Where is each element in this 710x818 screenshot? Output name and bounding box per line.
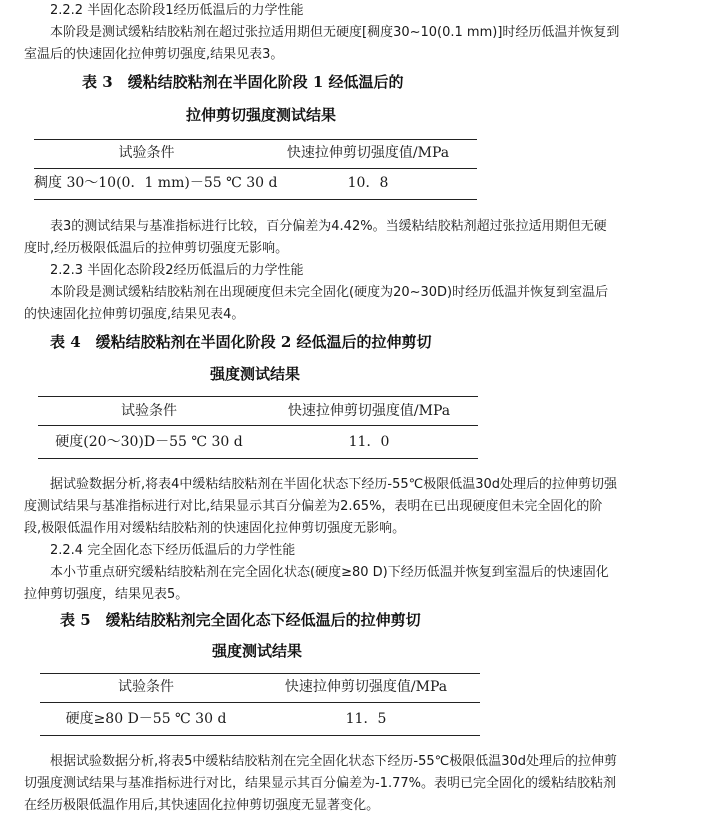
table-3-cell-condition: 稠度 30～10(0．1 mm)－55 ℃ 30 d (34, 175, 278, 191)
paragraph-line: 的快速固化拉伸剪切强度,结果见表4。 (24, 307, 245, 322)
table-5-header-rule (40, 702, 480, 703)
table-3-top-rule (34, 139, 477, 140)
table-5-caption-line-2: 强度测试结果 (212, 642, 303, 660)
table-3-bottom-rule (34, 199, 477, 200)
table-3-caption: 表 3 缓粘结胶粘剂在半固化阶段 1 经低温后的 (82, 73, 404, 91)
table-4-caption-line-2: 强度测试结果 (210, 365, 301, 383)
table-3-header-strength: 快速拉伸剪切强度值/MPa (286, 145, 450, 161)
table-4-header-strength: 快速拉伸剪切强度值/MPa (287, 403, 451, 419)
section-heading-2-2-3: 2.2.3 半固化态阶段2经历低温后的力学性能 (50, 263, 304, 278)
paragraph-line: 根据试验数据分析,将表5中缓粘结胶粘剂在完全固化状态下经历-55℃极限低温30d处理后的拉伸剪 (50, 754, 618, 769)
table-4-bottom-rule (38, 458, 478, 459)
paragraph-line: 段,极限低温作用对缓粘结胶粘剂的快速固化拉伸剪切强度无影响。 (24, 521, 406, 536)
table-4-cell-strength: 11．0 (348, 434, 390, 450)
paragraph-line: 据试验数据分析,将表4中缓粘结胶粘剂在半固化状态下经历-55℃极限低温30d处理后的拉伸剪切强 (50, 477, 618, 492)
table-4-cell-condition: 硬度(20～30)D－55 ℃ 30 d (55, 434, 243, 450)
paragraph-line: 度测试结果与基准指标进行对比,结果显示其百分偏差为2.65%，表明在已出现硬度但未完全固化的阶 (24, 499, 603, 514)
table-4-header-condition: 试验条件 (121, 403, 177, 419)
section-heading-2-2-2: 2.2.2 半固化态阶段1经历低温后的力学性能 (50, 3, 304, 18)
table-5-caption: 表 5 缓粘结胶粘剂完全固化态下经低温后的拉伸剪切 (60, 611, 421, 629)
paragraph-line: 室温后的快速固化拉伸剪切强度,结果见表3。 (24, 47, 284, 62)
table-5-top-rule (40, 673, 480, 674)
paragraph-line: 拉伸剪切强度，结果见表5。 (24, 587, 189, 602)
paragraph-line: 表3的测试结果与基准指标进行比较，百分偏差为4.42%。当缓粘结胶粘剂超过张拉适用期但无硬 (50, 219, 607, 234)
table-5-bottom-rule (40, 735, 480, 736)
table-3-caption-line-2: 拉伸剪切强度测试结果 (186, 106, 337, 124)
table-5-cell-condition: 硬度≥80 D－55 ℃ 30 d (65, 711, 227, 727)
paragraph-line: 本阶段是测试缓粘结胶粘剂在超过张拉适用期但无硬度[稠度30~10(0.1 mm)]时经历低温并恢复到 (50, 25, 620, 40)
table-3-header-rule (34, 168, 477, 169)
paragraph-line: 本小节重点研究缓粘结胶粘剂在完全固化状态(硬度≥80 D)下经历低温并恢复到室温后的快速固化 (50, 565, 609, 580)
paragraph-line: 本阶段是测试缓粘结胶粘剂在出现硬度但未完全固化(硬度为20~30D)时经历低温并恢复到室温后 (50, 285, 609, 300)
table-3-header-condition: 试验条件 (118, 145, 175, 161)
table-4-top-rule (38, 396, 478, 397)
table-5-header-strength: 快速拉伸剪切强度值/MPa (284, 679, 448, 695)
table-4-caption: 表 4 缓粘结胶粘剂在半固化阶段 2 经低温后的拉伸剪切 (50, 333, 432, 351)
table-3-cell-strength: 10．8 (347, 175, 389, 191)
table-5-cell-strength: 11．5 (345, 711, 387, 727)
paragraph-line: 在经历极限低温作用后,其快速固化拉伸剪切强度无显著变化。 (24, 798, 380, 813)
paragraph-line: 切强度测试结果与基准指标进行对比，结果显示其百分偏差为-1.77%。表明已完全固化的缓粘结胶粘剂 (24, 776, 616, 791)
paragraph-line: 度时,经历极限低温后的拉伸剪切强度无影响。 (24, 241, 289, 256)
table-5-header-condition: 试验条件 (118, 679, 174, 695)
section-heading-2-2-4: 2.2.4 完全固化态下经历低温后的力学性能 (50, 543, 296, 558)
table-4-header-rule (38, 425, 478, 426)
